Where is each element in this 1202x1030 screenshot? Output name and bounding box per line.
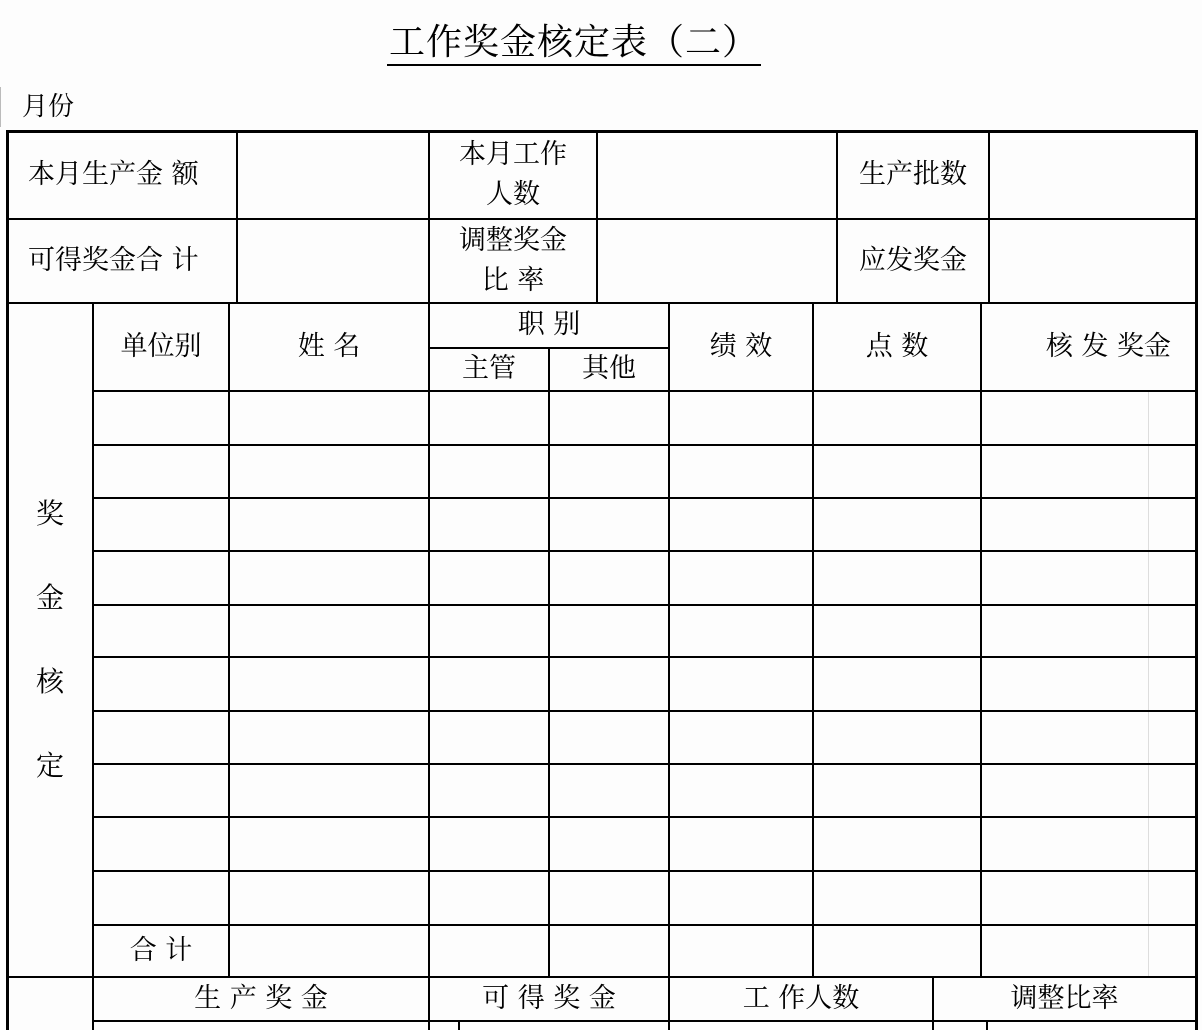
label-payable: 应发奖金 <box>859 244 967 276</box>
label-total-available: 可得奖金合 计 <box>28 244 199 276</box>
header-approved-bonus: 核 发 奖金 <box>1045 330 1171 362</box>
col-line <box>92 302 94 1030</box>
label-production-amount: 本月生产金 额 <box>28 158 199 190</box>
table-border-right <box>1195 130 1198 1030</box>
row-line <box>93 444 1198 446</box>
col-line <box>980 302 982 978</box>
row-line <box>93 656 1198 658</box>
row-line <box>93 497 1198 499</box>
row-line <box>93 870 1198 872</box>
header-supervisor: 主管 <box>462 353 516 385</box>
header-name: 姓 名 <box>297 330 361 362</box>
col-line <box>458 1020 460 1030</box>
header-performance: 绩 效 <box>709 330 773 362</box>
value-production-amount[interactable] <box>238 132 428 218</box>
row-line <box>93 763 1198 765</box>
month-label: 月份 <box>22 92 75 122</box>
header-unit: 单位别 <box>120 330 202 362</box>
row-line <box>93 1020 1198 1022</box>
total-row-label: 合 计 <box>129 934 193 966</box>
page-title: 工作奖金核定表（二） <box>387 22 761 66</box>
col-line <box>228 302 230 978</box>
col-line <box>428 302 430 1030</box>
footer-available-bonus: 可 得 奖 金 <box>482 982 616 1014</box>
col-line <box>812 302 814 978</box>
footer-production-bonus: 生 产 奖 金 <box>194 982 328 1014</box>
value-worker-count[interactable] <box>598 132 836 218</box>
col-line <box>668 302 670 1030</box>
value-adjust-ratio[interactable] <box>598 220 836 302</box>
label-adjust-ratio: 调整奖金 比 率 <box>459 224 567 296</box>
header-position: 职 别 <box>517 309 581 341</box>
footer-adjust-ratio: 调整比率 <box>1010 982 1119 1014</box>
value-total-available[interactable] <box>238 220 428 302</box>
row-line <box>93 604 1198 606</box>
label-batch-count: 生产批数 <box>859 158 967 190</box>
value-batch-count[interactable] <box>990 132 1195 218</box>
faint-guide-line <box>1148 392 1149 976</box>
footer-workers: 工 作人数 <box>742 982 860 1014</box>
row-line <box>93 924 1198 926</box>
section-label-bonus-approval: 奖 金 核 定 <box>35 497 64 782</box>
row-line <box>93 816 1198 818</box>
col-line <box>548 347 550 978</box>
row-line <box>93 710 1198 712</box>
col-line <box>986 1020 988 1030</box>
value-payable[interactable] <box>990 220 1195 302</box>
row-line <box>93 550 1198 552</box>
header-other: 其他 <box>582 353 636 385</box>
label-worker-count: 本月工作 人数 <box>459 138 567 210</box>
header-points: 点 数 <box>865 330 929 362</box>
row-line <box>93 390 1198 392</box>
